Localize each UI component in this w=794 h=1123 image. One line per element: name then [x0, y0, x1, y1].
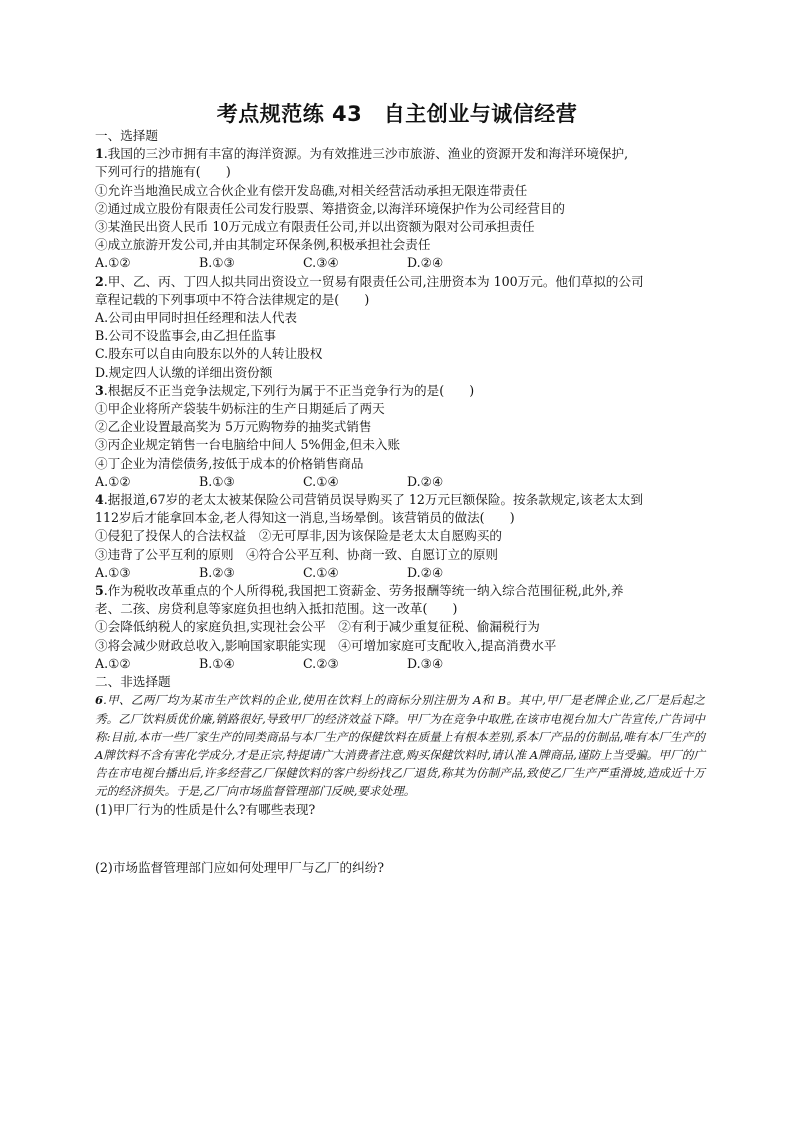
question-material: .甲、乙两厂均为某市生产饮料的企业,使用在饮料上的商标分别注册为 A和 B。其中,甲厂是老牌企业,乙厂是后起之秀。乙厂饮料质优价廉,销路很好,导致甲厂的经济效益下降。甲厂为在竞争中取胜,在该市电视台加大广告宣传,广告词中称:目前,本市一些厂家生产的同类商品与本厂生产的保健饮料在质量上有根本差别,系本厂产品的仿制品,唯有本厂生产的 A牌饮料不含有害化学成分,才是正宗,特提请广大消费者注意,购买保健饮料时,请认准 A牌商品,谨防上当受骗。甲厂的广告在市电视台播出后,许多经营乙厂保健饮料的客户纷纷找乙厂退货,称其为仿制产品,致使乙厂生产严重滑坡,造成近十万元的经济损失。于是,乙厂向市场监督管理部门反映,要求处理。 [95, 693, 705, 799]
sub-question-1: (1)甲厂行为的性质是什么?有哪些表现? [95, 801, 316, 817]
question-stem-cont: 老、二孩、房贷利息等家庭负担也纳入抵扣范围。这一改革( ) [95, 601, 458, 617]
answer-options [95, 564, 705, 582]
option-c: C.③④ [303, 255, 339, 271]
question-number: 3 [95, 382, 104, 398]
statement-item: ④丁企业为清偿债务,按低于成本的价格销售商品 [95, 455, 364, 471]
option-d: D.③④ [407, 655, 444, 671]
question-number: 2 [95, 273, 104, 289]
option-d: D.②④ [407, 564, 444, 580]
question-1 [95, 145, 705, 272]
statement-item: ③某渔民出资人民币 10万元成立有限责任公司,并以出资额为限对公司承担责任 [95, 219, 535, 235]
statement-item: ③将会减少财政总收入,影响国家职能实现 ④可增加家庭可支配收入,提高消费水平 [95, 637, 557, 653]
option-d: D.②④ [407, 473, 444, 489]
question-stem-cont: 112岁后才能拿回本金,老人得知这一消息,当场晕倒。该营销员的做法( ) [95, 510, 515, 526]
sub-question-2: (2)市场监督管理部门应如何处理甲厂与乙厂的纠纷? [95, 859, 385, 875]
statement-item: ①会降低纳税人的家庭负担,实现社会公平 ②有利于减少重复征税、偷漏税行为 [95, 619, 540, 635]
option-d: D.②④ [407, 255, 444, 271]
option-b: B.公司不设监事会,由乙担任监事 [95, 328, 276, 344]
answer-options [95, 655, 705, 673]
option-c: C.①④ [303, 473, 339, 489]
question-number: 1 [95, 146, 104, 162]
statement-item: ③违背了公平互利的原则 ④符合公平互利、协商一致、自愿订立的原则 [95, 546, 498, 562]
statement-item: ④成立旅游开发公司,并由其制定环保条例,积极承担社会责任 [95, 237, 431, 253]
statement-item: ①允许当地渔民成立合伙企业有偿开发岛礁,对相关经营活动承担无限连带责任 [95, 182, 528, 198]
answer-options [95, 473, 705, 491]
statement-item: ①侵犯了投保人的合法权益 ②无可厚非,因为该保险是老太太自愿购买的 [95, 528, 503, 544]
section-heading-choice: 一、选择题 [95, 128, 158, 143]
question-stem: .作为税收改革重点的个人所得税,我国把工资薪金、劳务报酬等统一纳入综合范围征税,此外,养 [103, 583, 624, 599]
question-number: 6 [95, 693, 104, 708]
option-a: A.①② [95, 473, 131, 489]
question-number: 5 [95, 583, 104, 599]
answer-options [95, 254, 705, 272]
question-stem-cont: 下列可行的措施有( ) [95, 164, 231, 180]
option-c: C.①④ [303, 564, 339, 580]
option-b: B.①③ [199, 255, 235, 271]
option-b: B.①③ [199, 473, 235, 489]
option-b: B.①④ [199, 655, 235, 671]
question-6 [95, 691, 705, 877]
question-stem: .我国的三沙市拥有丰富的海洋资源。为有效推进三沙市旅游、渔业的资源开发和海洋环境保护, [103, 146, 629, 162]
page-title: 考点规范练 43 自主创业与诚信经营 [216, 102, 578, 126]
question-4 [95, 491, 705, 582]
question-2 [95, 273, 705, 382]
question-3 [95, 382, 705, 491]
question-stem-cont: 章程记载的下列事项中不符合法律规定的是( ) [95, 291, 370, 307]
statement-item: ①甲企业将所产袋装牛奶标注的生产日期延后了两天 [95, 401, 385, 417]
option-c: C.股东可以自由向股东以外的人转让股权 [95, 346, 323, 362]
question-stem: .根据反不正当竞争法规定,下列行为属于不正当竞争行为的是( ) [103, 382, 475, 398]
statement-item: ②乙企业设置最高奖为 5万元购物券的抽奖式销售 [95, 419, 372, 435]
option-c: C.②③ [303, 655, 339, 671]
option-b: B.②③ [199, 564, 235, 580]
answer-space [95, 819, 705, 859]
document-body [95, 127, 705, 877]
section-heading-nonchoice: 二、非选择题 [95, 674, 171, 690]
statement-item: ②通过成立股份有限责任公司发行股票、筹措资金,以海洋环境保护作为公司经营目的 [95, 200, 565, 216]
option-d: D.规定四人认缴的详细出资份额 [95, 364, 273, 380]
question-5 [95, 582, 705, 673]
option-a: A.①③ [95, 564, 131, 580]
option-a: A.①② [95, 255, 131, 271]
question-stem: .甲、乙、丙、丁四人拟共同出资设立一贸易有限责任公司,注册资本为 100万元。他们草拟的公司 [103, 273, 644, 289]
question-stem: .据报道,67岁的老太太被某保险公司营销员误导购买了 12万元巨额保险。按条款规定,该老太太到 [103, 492, 643, 508]
option-a: A.①② [95, 655, 131, 671]
question-number: 4 [95, 492, 104, 508]
statement-item: ③丙企业规定销售一台电脑给中间人 5%佣金,但未入账 [95, 437, 401, 453]
option-a: A.公司由甲同时担任经理和法人代表 [95, 310, 298, 326]
